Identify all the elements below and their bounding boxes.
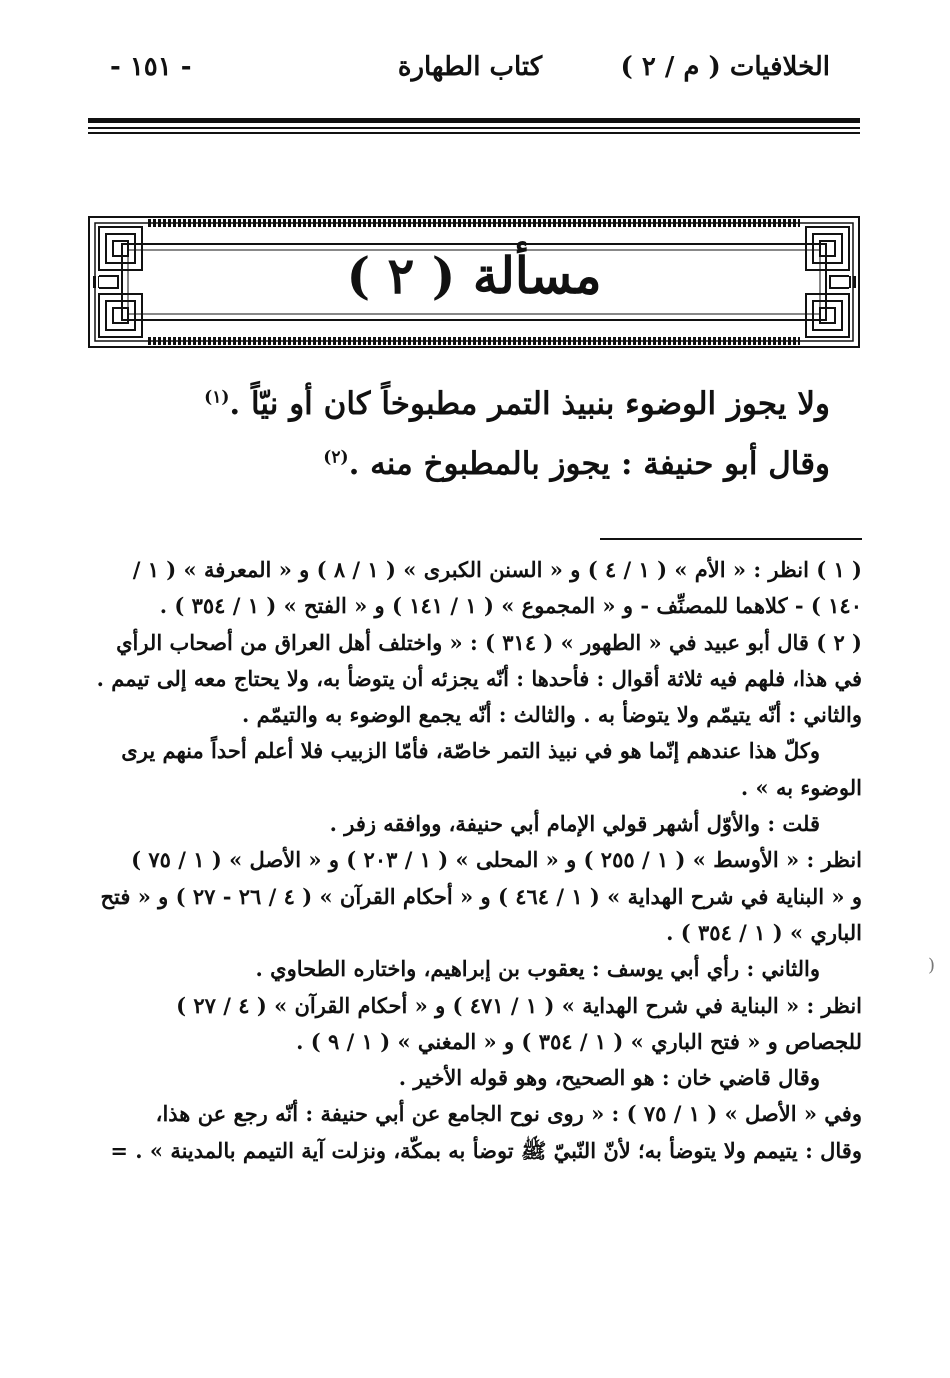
header-rule-thin-2 bbox=[88, 132, 860, 134]
footnote-line: و « البناية في شرح الهداية » ( ١ / ٤٦٤ ) و « أحكام القرآن » ( ٤ / ٢٦ - ٢٧ ) و « فتح bbox=[100, 883, 862, 909]
book-section-label: الخلافيات ( م / ٢ ) bbox=[620, 52, 830, 82]
footnote-line: انظر : « البناية في شرح الهداية » ( ١ / ٤٧١ ) و « أحكام القرآن » ( ٤ / ٢٧ ) bbox=[176, 992, 862, 1018]
body-line-2-text: وقال أبو حنيفة : يجوز بالمطبوخ منه . bbox=[348, 446, 830, 482]
chapter-title: كتاب الطهارة bbox=[397, 52, 543, 82]
footnotes-block bbox=[84, 552, 862, 1169]
footnote-line: الوضوء به » . bbox=[740, 774, 862, 800]
footnote-ref-2: (٢) bbox=[323, 447, 349, 468]
footnote-line: الباري » ( ١ / ٣٥٤ ) . bbox=[666, 919, 862, 945]
page-number: - ١٥١ - bbox=[110, 52, 192, 82]
footnote-line: قلت : والأوّل أشهر قولي الإمام أبي حنيفة، ووافقه زفر . bbox=[329, 811, 820, 837]
footnote-line: وفي « الأصل » ( ١ / ٧٥ ) : « روى نوح الجامع عن أبي حنيفة : أنّه رجع عن هذا، bbox=[155, 1101, 862, 1127]
footnote-line: انظر : « الأوسط » ( ١ / ٢٥٥ ) و « المحلى » ( ١ / ٢٠٣ ) و « الأصل » ( ١ / ٧٥ ) bbox=[131, 847, 862, 873]
footnote-line: والثاني : أنّه يتيمّم ولا يتوضأ به . والثالث : أنّه يجمع الوضوء به والتيمّم . bbox=[242, 702, 862, 728]
ornamental-title-frame bbox=[88, 216, 860, 348]
body-line-2 bbox=[130, 446, 830, 482]
footnote-separator bbox=[600, 538, 862, 540]
footnote-line: ( ١ ) انظر : « الأم » ( ١ / ٤ ) و « السنن الكبرى » ( ١ / ٨ ) و « المعرفة » ( ١ / bbox=[132, 557, 862, 582]
issue-title: مسألة ( ٢ ) bbox=[346, 246, 602, 305]
footnote-line: وقال : يتيمم ولا يتوضأ به؛ لأنّ النّبيّ ﷺ توضأ به بمكّة، ونزلت آية التيمم بالمدينة » . = bbox=[110, 1137, 862, 1163]
footnote-line: في هذا، فلهم فيه ثلاثة أقوال : فأحدها : أنّه يجزئه أن يتوضأ به، ولا يحتاج معه إلى تيمم . bbox=[96, 665, 862, 691]
footnote-line: ١٤٠ ) - كلاهما للمصنِّف - و « المجموع » ( ١ / ١٤١ ) و « الفتح » ( ١ / ٣٥٤ ) . bbox=[159, 593, 862, 619]
footnote-ref-1: (١) bbox=[204, 387, 230, 408]
footnote-line: وكلّ هذا عندهم إنّما هو في نبيذ التمر خاصّة، فأمّا الزبيب فلا أعلم أحداً منهم يرى bbox=[121, 738, 820, 764]
running-header bbox=[110, 52, 830, 96]
footnote-line: للجصاص و « فتح الباري » ( ١ / ٣٥٤ ) و « المغني » ( ١ / ٩ ) . bbox=[296, 1028, 862, 1054]
body-line-1-text: ولا يجوز الوضوء بنبيذ التمر مطبوخاً كان أو نيّاً . bbox=[229, 386, 830, 422]
body-line-1 bbox=[130, 386, 830, 422]
footnote-line: وقال قاضي خان : هو الصحيح، وهو قوله الأخير . bbox=[398, 1065, 820, 1091]
margin-edge-mark: ) bbox=[928, 955, 936, 976]
header-rule-thin bbox=[88, 127, 860, 129]
footnote-line: والثاني : رأي أبي يوسف : يعقوب بن إبراهيم، واختاره الطحاوي . bbox=[255, 956, 820, 982]
header-rule-thick bbox=[88, 118, 860, 123]
footnote-line: ( ٢ ) قال أبو عبيد في « الطهور » ( ٣١٤ ) : « واختلف أهل العراق من أصحاب الرأي bbox=[116, 629, 862, 655]
